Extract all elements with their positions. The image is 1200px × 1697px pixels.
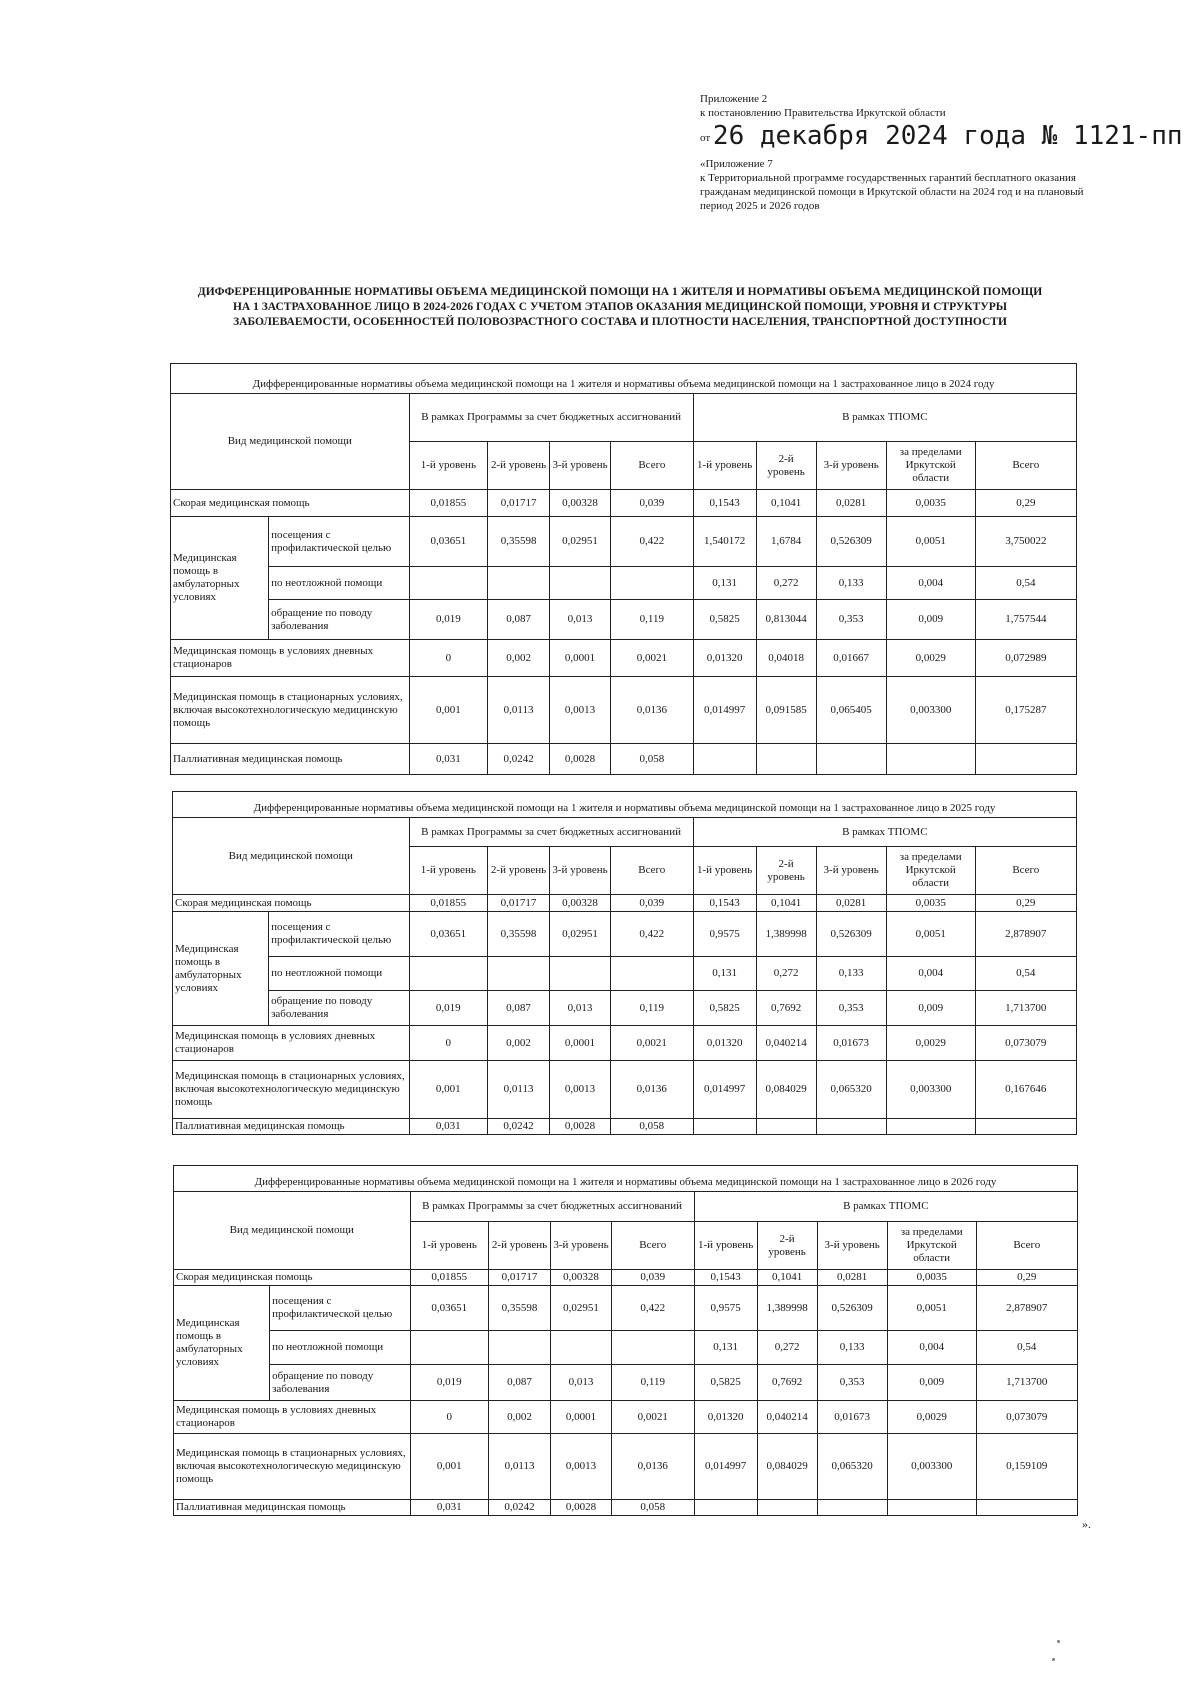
table-cell: 0,131 (694, 1331, 757, 1365)
table-cell: 0,002 (488, 1026, 550, 1061)
row-label-palliative: Паллиативная медицинская помощь (171, 744, 410, 775)
table-cell: 0 (409, 1026, 488, 1061)
table-cell (887, 1500, 976, 1516)
col-level1: 1-й уровень (694, 1222, 757, 1270)
table-cell: 0,040214 (757, 1401, 817, 1434)
table-cell: 0,0035 (887, 1270, 976, 1286)
table-cell (610, 957, 693, 991)
table-cell: 1,6784 (756, 517, 816, 567)
table-cell: 1,389998 (757, 1286, 817, 1331)
col-level2: 2-й уровень (488, 442, 550, 490)
table-cell: 0,019 (410, 1365, 489, 1401)
table-cell: 0,29 (976, 1270, 1077, 1286)
table-cell: 0,03651 (409, 912, 488, 957)
table-cell: 0,0113 (489, 1434, 551, 1500)
table-cell: 0,9575 (694, 1286, 757, 1331)
table-cell (816, 744, 886, 775)
table-cell: 0,01717 (488, 895, 550, 912)
table-cell (976, 1500, 1077, 1516)
table-cell: 0,0051 (887, 1286, 976, 1331)
col-level2: 2-й уровень (489, 1222, 551, 1270)
table-cell: 0,0113 (488, 1061, 550, 1119)
table-cell: 0,0035 (886, 895, 975, 912)
table-cell: 0,0051 (886, 912, 975, 957)
table-cell: 0,0001 (551, 1401, 612, 1434)
row-label-day-hospital: Медицинская помощь в условиях дневных стационаров (171, 640, 410, 677)
table-cell: 0,004 (886, 957, 975, 991)
table-cell: 0,0035 (886, 490, 975, 517)
row-label-preventive: посещения с профилактической целью (269, 517, 409, 567)
table-cell: 0,039 (610, 895, 693, 912)
table-cell: 0,01855 (409, 490, 488, 517)
program-reference: к Территориальной программе государственных гарантий бесплатного оказания гражданам медицинской помощи в Иркутской области на 2024 год и на плановый период 2025 и 2026 годов (700, 172, 1084, 212)
table-cell (409, 567, 488, 600)
col-level2: 2-й уровень (756, 847, 816, 895)
care-type-header: Вид медицинской помощи (171, 394, 410, 490)
table-cell (488, 957, 550, 991)
table-cell: 0,0281 (817, 1270, 887, 1286)
norms-table-2025 (172, 791, 1077, 1135)
row-label-disease-visit: обращение по поводу заболевания (269, 600, 409, 640)
row-label-day-hospital: Медицинская помощь в условиях дневных стационаров (173, 1026, 410, 1061)
col-total: Всего (611, 1222, 694, 1270)
table-cell: 0,526309 (817, 1286, 887, 1331)
table-cell: 0,004 (886, 567, 975, 600)
col-total: Всего (610, 847, 693, 895)
table-cell (817, 1500, 887, 1516)
care-type-header: Вид медицинской помощи (173, 818, 410, 895)
col-outside-region: за пределами Иркутской области (887, 1222, 976, 1270)
table-cell: 0,00328 (551, 1270, 612, 1286)
table-cell: 0,0136 (610, 1061, 693, 1119)
table-cell: 0,01667 (816, 640, 886, 677)
table-cell: 0,03651 (410, 1286, 489, 1331)
table-cell: 0,01320 (693, 1026, 756, 1061)
col-total: Всего (976, 1222, 1077, 1270)
table-cell: 0,1543 (694, 1270, 757, 1286)
inner-appendix-block (700, 157, 1100, 213)
table-cell: 0,058 (610, 1119, 693, 1135)
table-cell: 0,1543 (693, 895, 756, 912)
table-cell (975, 1119, 1076, 1135)
col-total: Всего (611, 442, 694, 490)
table-cell: 0,040214 (756, 1026, 816, 1061)
table-cell: 0,013 (550, 991, 611, 1026)
table-cell: 1,540172 (693, 517, 756, 567)
table-cell: 0,02951 (550, 517, 611, 567)
col-level1: 1-й уровень (693, 442, 756, 490)
table-cell (694, 1500, 757, 1516)
decree-reference: к постановлению Правительства Иркутской области (700, 107, 946, 119)
table-cell: 0,422 (611, 517, 694, 567)
row-label-inpatient: Медицинская помощь в стационарных условиях, включая высокотехнологическую медицинскую помощь (173, 1061, 410, 1119)
table-cell (693, 1119, 756, 1135)
appendix-label: Приложение 2 (700, 93, 768, 105)
table-cell: 0,0013 (550, 1061, 611, 1119)
table-cell: 0,065320 (816, 1061, 886, 1119)
table-cell: 0,0136 (611, 1434, 694, 1500)
table-cell: 0 (410, 1401, 489, 1434)
table-cell: 0,0242 (488, 744, 550, 775)
row-label-ambulance: Скорая медицинская помощь (171, 490, 410, 517)
row-label-outpatient: Медицинская помощь в амбулаторных условиях (174, 1286, 270, 1401)
table-cell (886, 1119, 975, 1135)
row-label-outpatient: Медицинская помощь в амбулаторных условиях (171, 517, 269, 640)
col-level1: 1-й уровень (410, 1222, 489, 1270)
table-cell: 0,5825 (694, 1365, 757, 1401)
table-cell: 0,54 (975, 567, 1076, 600)
table-cell: 0,073079 (975, 1026, 1076, 1061)
norms-table-2024 (170, 363, 1077, 775)
row-label-urgent: по неотложной помощи (270, 1331, 410, 1365)
table-cell (886, 744, 975, 775)
table-cell: 0,35598 (488, 912, 550, 957)
closing-quote-mark: ». (1082, 1517, 1091, 1531)
table-cell: 0,087 (488, 600, 550, 640)
table-cell: 0,01717 (488, 490, 550, 517)
norms-table-2026 (173, 1165, 1078, 1516)
care-type-header: Вид медицинской помощи (174, 1192, 411, 1270)
table-cell: 0,065405 (816, 677, 886, 744)
table-cell (757, 1500, 817, 1516)
table-cell: 0,004 (887, 1331, 976, 1365)
budget-group-header: В рамках Программы за счет бюджетных ассигнований (410, 1192, 694, 1222)
table-caption: Дифференцированные нормативы объема медицинской помощи на 1 жителя и нормативы объема медицинской помощи на 1 застрахованное лицо в 2024 году (171, 364, 1077, 394)
table-cell: 0,014997 (694, 1434, 757, 1500)
table-cell: 0,175287 (975, 677, 1076, 744)
col-level3: 3-й уровень (816, 442, 886, 490)
table-cell: 0,5825 (693, 600, 756, 640)
table-cell: 0,1041 (757, 1270, 817, 1286)
table-cell: 0,009 (886, 600, 975, 640)
table-cell: 0 (409, 640, 488, 677)
table-caption: Дифференцированные нормативы объема медицинской помощи на 1 жителя и нормативы объема медицинской помощи на 1 застрахованное лицо в 2025 году (173, 792, 1077, 818)
table-cell: 0,001 (409, 677, 488, 744)
table-cell: 0,014997 (693, 677, 756, 744)
table-cell: 0,0028 (550, 1119, 611, 1135)
table-cell: 0,084029 (756, 1061, 816, 1119)
col-level3: 3-й уровень (817, 1222, 887, 1270)
table-cell: 0,00328 (550, 490, 611, 517)
table-cell: 0,01320 (694, 1401, 757, 1434)
table-cell: 0,526309 (816, 912, 886, 957)
col-level1: 1-й уровень (693, 847, 756, 895)
row-label-palliative: Паллиативная медицинская помощь (173, 1119, 410, 1135)
appendix-header (700, 92, 1180, 120)
table-cell: 0,0029 (886, 1026, 975, 1061)
scan-artifact (1052, 1658, 1055, 1661)
row-label-ambulance: Скорая медицинская помощь (174, 1270, 411, 1286)
col-level3: 3-й уровень (816, 847, 886, 895)
tfoms-group-header: В рамках ТПОМС (694, 1192, 1077, 1222)
table-cell: 0,7692 (757, 1365, 817, 1401)
table-cell: 1,713700 (975, 991, 1076, 1026)
table-cell: 2,878907 (976, 1286, 1077, 1331)
table-cell: 1,389998 (756, 912, 816, 957)
table-cell: 0,002 (489, 1401, 551, 1434)
table-cell: 0,0013 (550, 677, 611, 744)
table-cell: 1,757544 (975, 600, 1076, 640)
table-cell (693, 744, 756, 775)
table-cell: 1,713700 (976, 1365, 1077, 1401)
table-cell: 0,0242 (489, 1500, 551, 1516)
table-cell (550, 567, 611, 600)
table-cell: 0,031 (410, 1500, 489, 1516)
table-cell: 0,1041 (756, 490, 816, 517)
table-cell (410, 1331, 489, 1365)
table-cell: 0,119 (611, 1365, 694, 1401)
table-cell: 0,526309 (816, 517, 886, 567)
table-cell: 0,019 (409, 600, 488, 640)
scan-artifact (1057, 1640, 1060, 1643)
table-cell: 0,0242 (488, 1119, 550, 1135)
row-label-preventive: посещения с профилактической целью (269, 912, 409, 957)
row-label-palliative: Паллиативная медицинская помощь (174, 1500, 411, 1516)
table-cell (756, 1119, 816, 1135)
decree-date-line (700, 118, 1183, 151)
table-cell: 0,0281 (816, 490, 886, 517)
row-label-urgent: по неотложной помощи (269, 957, 409, 991)
table-cell: 0,01673 (816, 1026, 886, 1061)
document-title: ДИФФЕРЕНЦИРОВАННЫЕ НОРМАТИВЫ ОБЪЕМА МЕДИЦИНСКОЙ ПОМОЩИ НА 1 ЖИТЕЛЯ И НОРМАТИВЫ ОБЪЕМА МЕДИЦИНСКОЙ ПОМОЩИ НА 1 ЗАСТРАХОВАННОЕ ЛИЦО В 2024-2026 ГОДАХ С УЧЕТОМ ЭТАПОВ ОКАЗАНИЯ МЕДИЦИНСКОЙ ПОМОЩИ, УРОВНЯ И СТРУКТУРЫ ЗАБОЛЕВАЕМОСТИ, ОСОБЕННОСТЕЙ ПОЛОВОЗРАСТНОГО СОСТАВА И ПЛОТНОСТИ НАСЕЛЕНИЯ, ТРАНСПОРТНОЙ ДОСТУПНОСТИ (197, 286, 1043, 328)
table-cell: 0,058 (611, 1500, 694, 1516)
date-prefix: от (700, 132, 711, 144)
table-cell: 0,031 (409, 744, 488, 775)
table-cell: 0,272 (756, 567, 816, 600)
table-cell: 0,813044 (756, 600, 816, 640)
table-cell (756, 744, 816, 775)
table-cell: 0,0028 (551, 1500, 612, 1516)
table-cell: 0,1543 (693, 490, 756, 517)
table-cell: 0,133 (816, 567, 886, 600)
table-cell: 0,0021 (610, 1026, 693, 1061)
col-level1: 1-й уровень (409, 847, 488, 895)
table-cell (551, 1331, 612, 1365)
table-cell: 0,133 (816, 957, 886, 991)
row-label-preventive: посещения с профилактической целью (270, 1286, 410, 1331)
table-cell: 0,02951 (550, 912, 611, 957)
table-cell: 0,0029 (886, 640, 975, 677)
col-outside-region: за пределами Иркутской области (886, 847, 975, 895)
table-cell: 0,01320 (693, 640, 756, 677)
col-total: Всего (975, 847, 1076, 895)
col-level1: 1-й уровень (409, 442, 488, 490)
table-cell: 0,001 (409, 1061, 488, 1119)
table-cell: 0,065320 (817, 1434, 887, 1500)
table-cell: 0,0029 (887, 1401, 976, 1434)
table-cell: 0,29 (975, 490, 1076, 517)
tfoms-group-header: В рамках ТПОМС (693, 818, 1076, 847)
table-cell (488, 567, 550, 600)
table-cell: 0,058 (611, 744, 694, 775)
table-cell (816, 1119, 886, 1135)
table-cell: 0,272 (756, 957, 816, 991)
table-cell: 0,02951 (551, 1286, 612, 1331)
col-outside-region: за пределами Иркутской области (886, 442, 975, 490)
table-cell: 0,091585 (756, 677, 816, 744)
table-cell: 0,422 (611, 1286, 694, 1331)
row-label-disease-visit: обращение по поводу заболевания (270, 1365, 410, 1401)
table-caption: Дифференцированные нормативы объема медицинской помощи на 1 жителя и нормативы объема медицинской помощи на 1 застрахованное лицо в 2026 году (174, 1166, 1078, 1192)
table-cell: 0,9575 (693, 912, 756, 957)
table-cell: 0,003300 (886, 677, 975, 744)
table-cell (611, 1331, 694, 1365)
table-cell: 0,54 (976, 1331, 1077, 1365)
table-cell: 0,7692 (756, 991, 816, 1026)
table-cell: 0,0051 (886, 517, 975, 567)
inner-appendix-label: «Приложение 7 (700, 158, 773, 170)
table-cell: 0,0281 (816, 895, 886, 912)
col-level2: 2-й уровень (756, 442, 816, 490)
table-cell: 0,54 (975, 957, 1076, 991)
table-cell: 0,353 (817, 1365, 887, 1401)
table-cell (611, 567, 694, 600)
row-label-ambulance: Скорая медицинская помощь (173, 895, 410, 912)
table-cell: 0,072989 (975, 640, 1076, 677)
row-label-inpatient: Медицинская помощь в стационарных условиях, включая высокотехнологическую медицинскую помощь (171, 677, 410, 744)
row-label-inpatient: Медицинская помощь в стационарных условиях, включая высокотехнологическую медицинскую помощь (174, 1434, 411, 1500)
table-cell: 0,133 (817, 1331, 887, 1365)
table-cell: 0,0136 (611, 677, 694, 744)
table-cell: 0,003300 (887, 1434, 976, 1500)
table-cell: 0,001 (410, 1434, 489, 1500)
table-cell: 0,039 (611, 1270, 694, 1286)
table-cell: 0,0013 (551, 1434, 612, 1500)
table-cell: 0,01855 (410, 1270, 489, 1286)
col-total: Всего (975, 442, 1076, 490)
table-cell: 0,35598 (489, 1286, 551, 1331)
table-cell: 0,29 (975, 895, 1076, 912)
table-cell: 0,422 (610, 912, 693, 957)
table-cell: 0,039 (611, 490, 694, 517)
table-cell: 0,5825 (693, 991, 756, 1026)
table-cell: 0,119 (611, 600, 694, 640)
tfoms-group-header: В рамках ТПОМС (693, 394, 1076, 442)
table-cell: 0,131 (693, 567, 756, 600)
table-cell: 0,031 (409, 1119, 488, 1135)
row-label-outpatient: Медицинская помощь в амбулаторных условиях (173, 912, 269, 1026)
table-cell (489, 1331, 551, 1365)
table-cell: 0,0021 (611, 640, 694, 677)
table-cell (409, 957, 488, 991)
table-cell: 0,01673 (817, 1401, 887, 1434)
table-cell: 0,0113 (488, 677, 550, 744)
table-cell: 0,0021 (611, 1401, 694, 1434)
table-cell: 0,084029 (757, 1434, 817, 1500)
table-cell: 0,131 (693, 957, 756, 991)
table-cell: 2,878907 (975, 912, 1076, 957)
col-level3: 3-й уровень (551, 1222, 612, 1270)
table-cell: 0,272 (757, 1331, 817, 1365)
table-cell: 0,009 (886, 991, 975, 1026)
table-cell: 0,0001 (550, 1026, 611, 1061)
table-cell: 0,35598 (488, 517, 550, 567)
decree-date: 26 декабря 2024 года № 1121-пп (712, 121, 1183, 151)
table-cell: 0,014997 (693, 1061, 756, 1119)
table-cell: 0,353 (816, 991, 886, 1026)
table-cell: 0,0001 (550, 640, 611, 677)
table-cell: 0,019 (409, 991, 488, 1026)
table-cell: 0,119 (610, 991, 693, 1026)
col-level3: 3-й уровень (550, 442, 611, 490)
table-cell: 0,03651 (409, 517, 488, 567)
table-cell: 0,159109 (976, 1434, 1077, 1500)
table-cell: 0,002 (488, 640, 550, 677)
table-cell: 3,750022 (975, 517, 1076, 567)
table-cell: 0,01855 (409, 895, 488, 912)
table-cell: 0,04018 (756, 640, 816, 677)
table-cell: 0,1041 (756, 895, 816, 912)
budget-group-header: В рамках Программы за счет бюджетных ассигнований (409, 394, 693, 442)
table-cell: 0,003300 (886, 1061, 975, 1119)
col-level2: 2-й уровень (488, 847, 550, 895)
col-level3: 3-й уровень (550, 847, 611, 895)
row-label-urgent: по неотложной помощи (269, 567, 409, 600)
row-label-day-hospital: Медицинская помощь в условиях дневных стационаров (174, 1401, 411, 1434)
table-cell: 0,073079 (976, 1401, 1077, 1434)
table-cell: 0,00328 (550, 895, 611, 912)
table-cell: 0,087 (489, 1365, 551, 1401)
table-cell: 0,353 (816, 600, 886, 640)
table-cell: 0,0028 (550, 744, 611, 775)
table-cell: 0,013 (550, 600, 611, 640)
table-cell: 0,087 (488, 991, 550, 1026)
table-cell: 0,167646 (975, 1061, 1076, 1119)
table-cell: 0,01717 (489, 1270, 551, 1286)
table-cell: 0,009 (887, 1365, 976, 1401)
table-cell: 0,013 (551, 1365, 612, 1401)
col-level2: 2-й уровень (757, 1222, 817, 1270)
budget-group-header: В рамках Программы за счет бюджетных ассигнований (409, 818, 693, 847)
table-cell (975, 744, 1076, 775)
table-cell (550, 957, 611, 991)
row-label-disease-visit: обращение по поводу заболевания (269, 991, 409, 1026)
